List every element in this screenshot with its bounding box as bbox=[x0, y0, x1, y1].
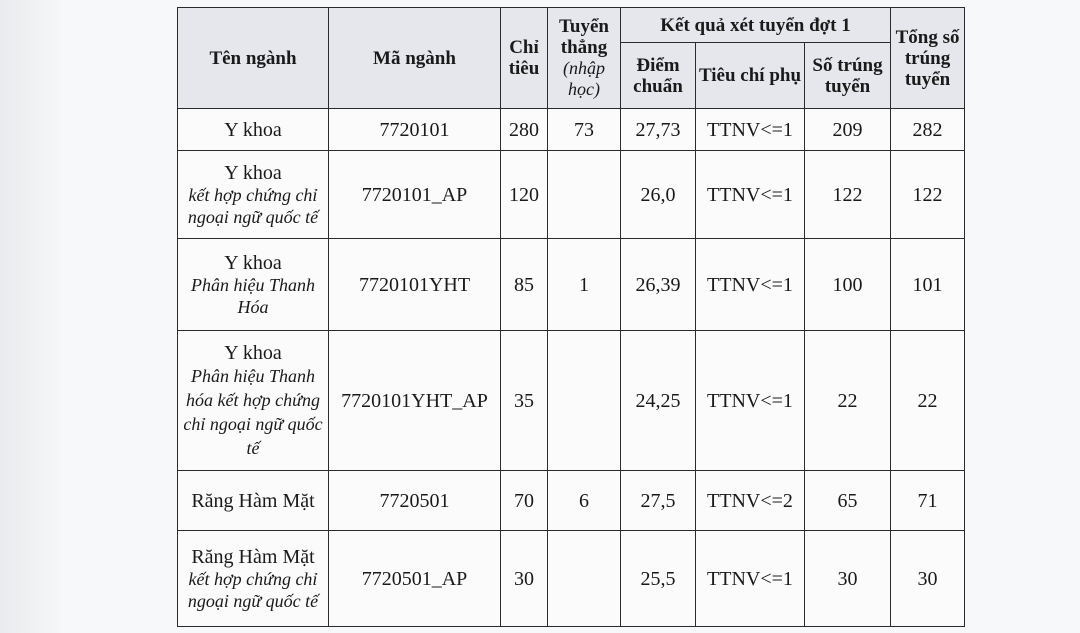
cell-tieu-chi-phu: TTNV<=1 bbox=[696, 331, 805, 471]
cell-diem-chuan: 26,0 bbox=[621, 151, 696, 239]
cell-ten-nganh bbox=[178, 239, 329, 331]
header-diem-chuan: Điểm chuẩn bbox=[621, 43, 696, 109]
page-edge-shadow bbox=[0, 0, 60, 633]
cell-tong-so: 22 bbox=[891, 331, 965, 471]
program-name: Y khoa bbox=[224, 251, 282, 274]
cell-tuyen-thang bbox=[548, 151, 621, 239]
cell-diem-chuan: 24,25 bbox=[621, 331, 696, 471]
cell-chi-tieu: 30 bbox=[501, 531, 548, 627]
cell-tong-so: 282 bbox=[891, 109, 965, 151]
table-row bbox=[178, 331, 965, 471]
admissions-results-table bbox=[177, 7, 965, 627]
cell-tuyen-thang: 73 bbox=[548, 109, 621, 151]
cell-so-trung-tuyen: 100 bbox=[805, 239, 891, 331]
header-ket-qua-group: Kết quả xét tuyển đợt 1 bbox=[621, 8, 891, 43]
program-name: Y khoa bbox=[224, 161, 282, 184]
table-row bbox=[178, 531, 965, 627]
header-chi-tieu: Chỉ tiêu bbox=[501, 8, 548, 109]
table-row bbox=[178, 239, 965, 331]
cell-tuyen-thang: 6 bbox=[548, 471, 621, 531]
header-tuyen-thang-note: (nhập học) bbox=[563, 58, 605, 99]
cell-tieu-chi-phu: TTNV<=1 bbox=[696, 531, 805, 627]
program-subtitle: Phân hiệu Thanh Hóa bbox=[191, 274, 315, 317]
cell-ten-nganh bbox=[178, 151, 329, 239]
program-name: Y khoa bbox=[224, 341, 282, 364]
cell-so-trung-tuyen: 122 bbox=[805, 151, 891, 239]
cell-ten-nganh bbox=[178, 531, 329, 627]
header-tuyen-thang bbox=[548, 8, 621, 109]
cell-diem-chuan: 27,5 bbox=[621, 471, 696, 531]
cell-diem-chuan: 27,73 bbox=[621, 109, 696, 151]
cell-so-trung-tuyen: 65 bbox=[805, 471, 891, 531]
cell-tong-so: 122 bbox=[891, 151, 965, 239]
program-name: Răng Hàm Mặt bbox=[191, 489, 315, 512]
cell-ten-nganh bbox=[178, 471, 329, 531]
cell-ma-nganh: 7720101 bbox=[329, 109, 501, 151]
header-so-trung-tuyen: Số trúng tuyển bbox=[805, 43, 891, 109]
cell-ma-nganh: 7720101_AP bbox=[329, 151, 501, 239]
cell-so-trung-tuyen: 30 bbox=[805, 531, 891, 627]
cell-ma-nganh: 7720501_AP bbox=[329, 531, 501, 627]
table-row bbox=[178, 471, 965, 531]
cell-chi-tieu: 280 bbox=[501, 109, 548, 151]
cell-chi-tieu: 35 bbox=[501, 331, 548, 471]
cell-tieu-chi-phu: TTNV<=1 bbox=[696, 151, 805, 239]
cell-diem-chuan: 25,5 bbox=[621, 531, 696, 627]
cell-ten-nganh bbox=[178, 109, 329, 151]
table-row bbox=[178, 109, 965, 151]
cell-tuyen-thang: 1 bbox=[548, 239, 621, 331]
table-header bbox=[178, 8, 965, 109]
header-tieu-chi-phu: Tiêu chí phụ bbox=[696, 43, 805, 109]
program-subtitle: Phân hiệu Thanh hóa kết hợp chứng chỉ ngoại ngữ quốc tế bbox=[183, 365, 323, 458]
cell-chi-tieu: 85 bbox=[501, 239, 548, 331]
cell-tong-so: 30 bbox=[891, 531, 965, 627]
cell-diem-chuan: 26,39 bbox=[621, 239, 696, 331]
cell-ma-nganh: 7720101YHT bbox=[329, 239, 501, 331]
program-subtitle: kết hợp chứng chỉ ngoại ngữ quốc tế bbox=[187, 184, 319, 227]
cell-tieu-chi-phu: TTNV<=1 bbox=[696, 109, 805, 151]
cell-chi-tieu: 70 bbox=[501, 471, 548, 531]
header-tuyen-thang-label: Tuyển thẳng bbox=[559, 16, 609, 58]
cell-tuyen-thang bbox=[548, 331, 621, 471]
cell-tieu-chi-phu: TTNV<=2 bbox=[696, 471, 805, 531]
table-body bbox=[178, 109, 965, 627]
cell-so-trung-tuyen: 209 bbox=[805, 109, 891, 151]
cell-tieu-chi-phu: TTNV<=1 bbox=[696, 239, 805, 331]
header-ma-nganh: Mã ngành bbox=[329, 8, 501, 109]
cell-ma-nganh: 7720101YHT_AP bbox=[329, 331, 501, 471]
cell-chi-tieu: 120 bbox=[501, 151, 548, 239]
program-name: Răng Hàm Mặt bbox=[191, 545, 315, 568]
header-tong-so-trung-tuyen: Tổng số trúng tuyển bbox=[891, 8, 965, 109]
cell-tong-so: 71 bbox=[891, 471, 965, 531]
cell-ma-nganh: 7720501 bbox=[329, 471, 501, 531]
cell-tong-so: 101 bbox=[891, 239, 965, 331]
cell-tuyen-thang bbox=[548, 531, 621, 627]
header-ten-nganh: Tên ngành bbox=[178, 8, 329, 109]
table-row bbox=[178, 151, 965, 239]
program-name: Y khoa bbox=[224, 118, 282, 141]
program-subtitle: kết hợp chứng chỉ ngoại ngữ quốc tế bbox=[187, 568, 319, 611]
cell-so-trung-tuyen: 22 bbox=[805, 331, 891, 471]
cell-ten-nganh bbox=[178, 331, 329, 471]
